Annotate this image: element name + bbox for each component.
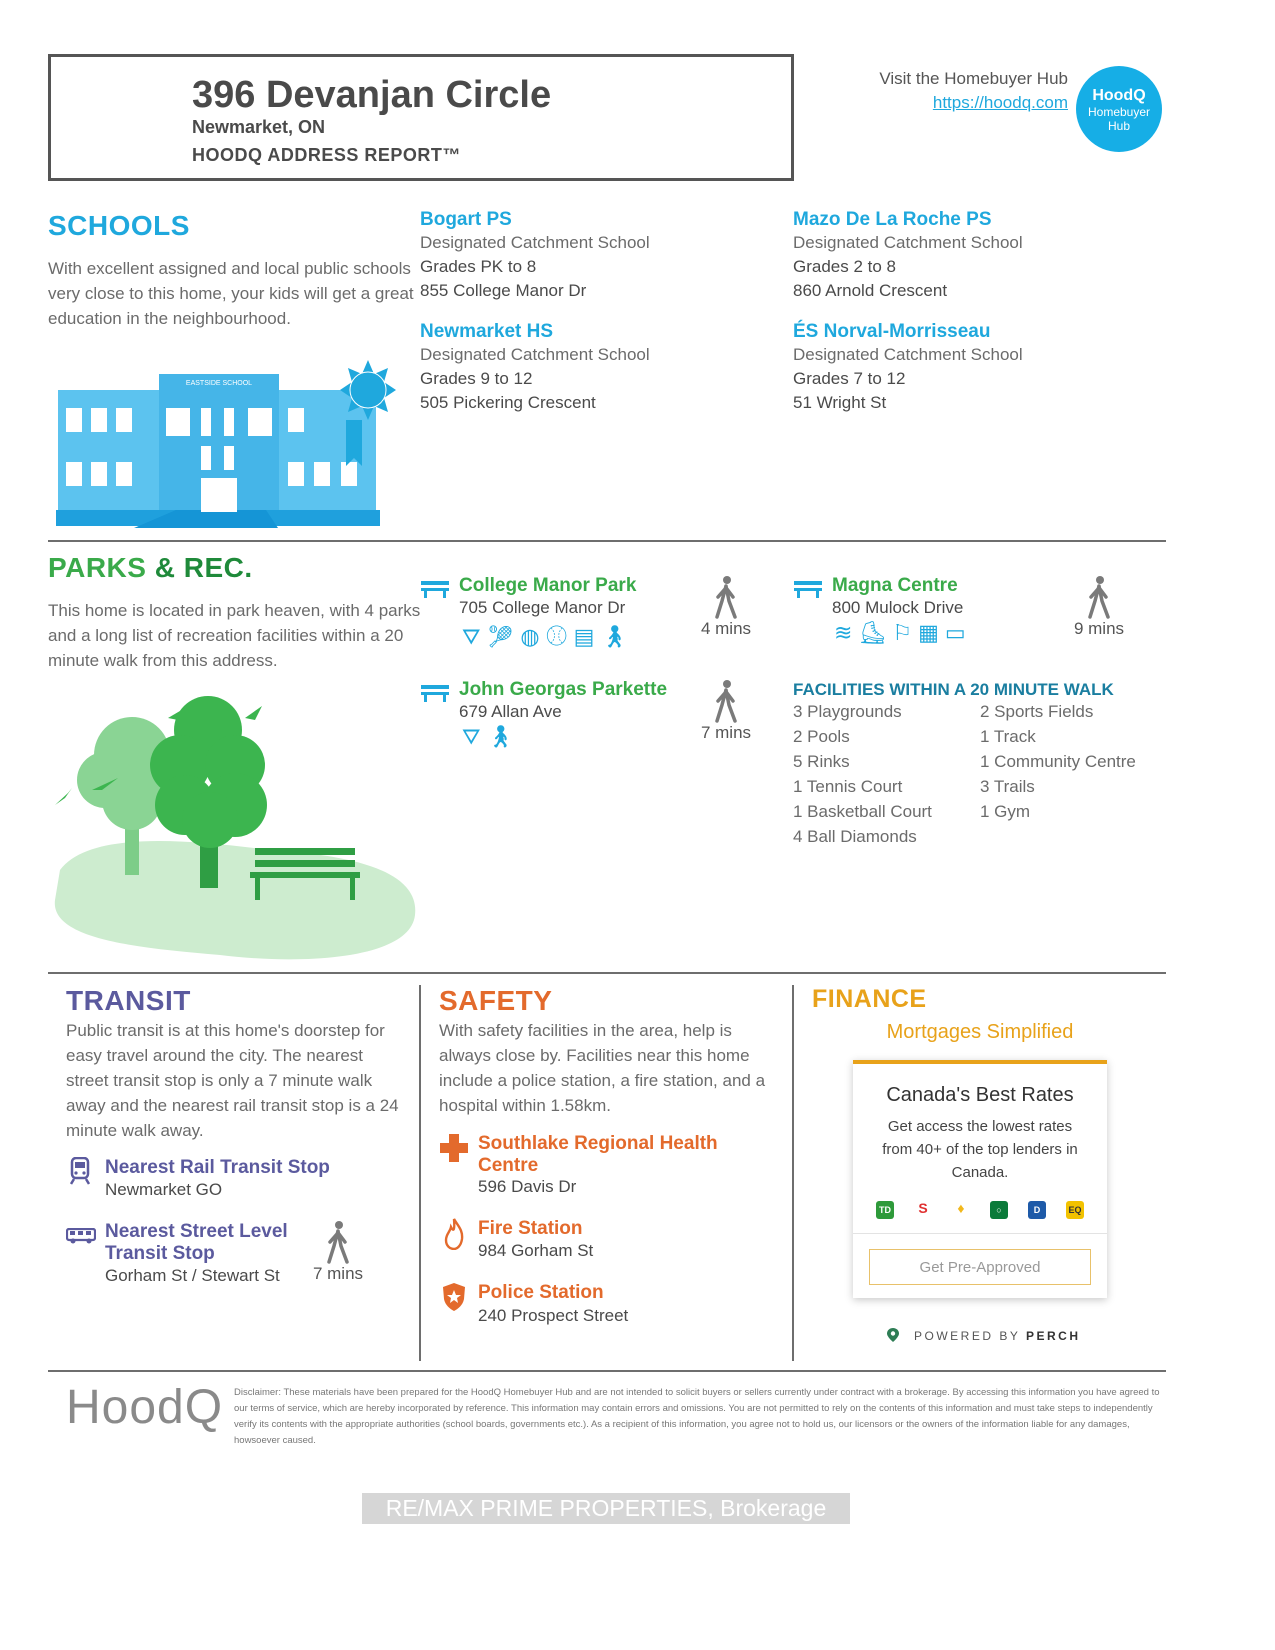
tennis-icon: 🎾︎ — [486, 624, 515, 649]
walk-time: 4 mins — [700, 619, 752, 638]
facility-item: 1 Gym — [980, 802, 1031, 821]
street-stop-title-line1: Nearest Street Level — [105, 1221, 288, 1242]
divider — [48, 972, 1166, 974]
finance-subtitle: Mortgages Simplified — [886, 1021, 1074, 1043]
park-amenities — [462, 724, 520, 750]
walk-time: 7 mins — [700, 723, 752, 742]
schools-title: SCHOOLS — [48, 210, 190, 241]
school-name: Mazo De La Roche PS — [793, 209, 992, 230]
sports-field-icon: ▤ — [573, 624, 595, 649]
police-station-name: Police Station — [478, 1282, 604, 1303]
perch-brand: PERCH — [1025, 1329, 1081, 1343]
safety-title: SAFETY — [439, 985, 553, 1016]
rates-card-title: Canada's Best Rates — [886, 1084, 1074, 1106]
fire-station-address: 984 Gorham St — [478, 1241, 594, 1260]
school-item — [420, 321, 780, 415]
schools-description: With excellent assigned and local public schools very close to this home, your kids will get a great education in the neighbourhood. — [48, 259, 414, 328]
badge-line3: Hub — [1107, 119, 1130, 133]
column-divider — [792, 985, 794, 1361]
walking-icon — [713, 679, 739, 723]
school-grades: Grades 9 to 12 — [420, 369, 533, 388]
park-illustration — [50, 690, 420, 965]
parks-title-rec: & REC. — [154, 552, 253, 583]
bench-icon — [421, 579, 449, 599]
hospital-name — [478, 1133, 718, 1177]
divider — [48, 540, 1166, 542]
badge-line1: HoodQ — [1092, 87, 1146, 104]
brokerage-watermark: RE/MAX PRIME PROPERTIES, Brokerage — [362, 1493, 850, 1524]
school-address: 505 Pickering Crescent — [420, 393, 596, 412]
park-amenities — [462, 620, 634, 651]
street-stop-title-line2: Transit Stop — [105, 1243, 215, 1264]
trail-icon: 🚶︎ — [486, 724, 515, 749]
address-city: Newmarket, ON — [192, 117, 326, 137]
facility-item: 3 Playgrounds — [793, 702, 902, 721]
bus-icon — [66, 1228, 96, 1244]
disclaimer: Disclaimer: These materials have been prepared for the HoodQ Homebuyer Hub and are not intended to solicit buyers or sellers currently under contract with a brokerage. By accessing this information you have agreed to our terms of service, which are hereby incorporated by reference. This information may contain errors and omissions. You are not permitted to rely on the contents of this information and must take steps to independently verify its contents with the appropriate authorities (school boards, governments etc.). As a recipient of this information, you agree not to hold us, our licensors or the owners of the information liable for any damages, howsoever caused. — [234, 1387, 1160, 1446]
facility-item: 1 Basketball Court — [793, 802, 932, 821]
trail-icon: 🚶︎ — [600, 624, 629, 649]
park-amenities — [834, 620, 972, 646]
school-grades: Grades 2 to 8 — [793, 257, 897, 276]
basketball-icon: ◍ — [520, 624, 540, 649]
playground-icon: ⛛ — [462, 724, 481, 749]
school-item — [420, 209, 780, 303]
card-divider — [853, 1233, 1107, 1234]
facility-item: 1 Tennis Court — [793, 777, 903, 796]
school-address: 855 College Manor Dr — [420, 281, 587, 300]
walk-time: 7 mins — [312, 1264, 364, 1283]
powered-by — [914, 1329, 1081, 1343]
school-type: Designated Catchment School — [420, 233, 650, 252]
police-badge-icon — [442, 1282, 466, 1312]
park-address: 705 College Manor Dr — [459, 598, 626, 617]
hub-link[interactable]: https://hoodq.com — [932, 93, 1068, 112]
bench-icon — [794, 579, 822, 599]
rates-card-text: Get access the lowest rates from 40+ of the top lenders in Canada. — [882, 1118, 1078, 1181]
facilities-left — [793, 699, 932, 849]
school-grades: Grades PK to 8 — [420, 257, 537, 276]
school-type: Designated Catchment School — [793, 345, 1023, 364]
perch-pin-icon — [886, 1327, 900, 1343]
school-name: Bogart PS — [420, 209, 512, 230]
column-divider — [419, 985, 421, 1361]
powered-by-label: POWERED BY — [914, 1329, 1021, 1343]
park-address: 679 Allan Ave — [459, 702, 562, 721]
street-stop-name: Gorham St / Stewart St — [105, 1266, 280, 1285]
parks-title — [48, 552, 253, 584]
walking-icon — [713, 575, 739, 619]
badge-line2: Homebuyer — [1087, 105, 1151, 119]
facility-item: 5 Rinks — [793, 752, 850, 771]
bank-logo-icon: TD — [876, 1201, 894, 1219]
park-name: College Manor Park — [459, 575, 637, 596]
bank-logo-icon: S — [918, 1200, 928, 1216]
hospital-name-line1: Southlake Regional Health — [478, 1133, 718, 1154]
facility-item: 4 Ball Diamonds — [793, 827, 917, 846]
facility-item: 2 Pools — [793, 727, 850, 746]
divider — [48, 1370, 1166, 1372]
street-stop-title — [105, 1221, 288, 1265]
school-name: ÉS Norval-Morrisseau — [793, 321, 991, 342]
bank-logo-icon: ○ — [990, 1201, 1008, 1219]
walk-time: 9 mins — [1073, 619, 1125, 638]
finance-title: FINANCE — [812, 985, 927, 1013]
track-icon: ⚐ — [892, 620, 913, 645]
baseball-icon: ⚾︎ — [545, 624, 568, 649]
school-item — [793, 209, 1153, 303]
fire-station-name: Fire Station — [478, 1218, 583, 1239]
community-centre-icon: ▦ — [918, 620, 939, 645]
address-title: 396 Devanjan Circle — [192, 74, 552, 116]
rail-stop-title: Nearest Rail Transit Stop — [105, 1157, 330, 1178]
hospital-name-line2: Centre — [478, 1155, 539, 1176]
bank-logo-icon: EQ — [1066, 1201, 1084, 1219]
school-item — [793, 321, 1153, 415]
hub-text: Visit the Homebuyer Hub — [879, 69, 1068, 88]
school-grades: Grades 7 to 12 — [793, 369, 906, 388]
school-sign: EASTSIDE SCHOOL — [185, 380, 253, 387]
police-station-address: 240 Prospect Street — [478, 1306, 629, 1325]
hoodq-logo: HoodQ — [66, 1381, 224, 1434]
school-type: Designated Catchment School — [793, 233, 1023, 252]
hospital-address: 596 Davis Dr — [478, 1177, 577, 1196]
rail-stop-name: Newmarket GO — [105, 1180, 223, 1199]
safety-description: With safety facilities in the area, help is always close by. Facilities near this home include a police station, a fire station, and a hospital within 1.58km. — [439, 1021, 766, 1115]
report-label: HOODQ ADDRESS REPORT™ — [192, 145, 461, 165]
facility-item: 1 Track — [980, 727, 1036, 746]
fire-icon — [444, 1218, 464, 1250]
bank-logo-icon: D — [1028, 1201, 1046, 1219]
school-name: Newmarket HS — [420, 321, 554, 342]
get-pre-approved-button[interactable]: Get Pre-Approved — [869, 1249, 1091, 1285]
transit-title: TRANSIT — [66, 985, 191, 1016]
school-address: 860 Arnold Crescent — [793, 281, 948, 300]
school-address: 51 Wright St — [793, 393, 887, 412]
facilities-title: FACILITIES WITHIN A 20 MINUTE WALK — [793, 680, 1114, 699]
rates-card — [853, 1060, 1107, 1298]
facility-item: 2 Sports Fields — [980, 702, 1094, 721]
park-name: John Georgas Parkette — [459, 679, 668, 700]
bank-logos — [853, 1199, 1107, 1219]
bench-icon — [421, 683, 449, 703]
hospital-cross-icon — [440, 1134, 468, 1162]
facilities-right — [980, 699, 1136, 824]
parks-description: This home is located in park heaven, with 4 parks and a long list of recreation facilities within a 20 minute walk from this address. — [48, 601, 421, 670]
pool-icon: ≋ — [834, 620, 853, 645]
facility-item: 1 Community Centre — [980, 752, 1136, 771]
walking-icon — [325, 1220, 351, 1264]
parks-title-main: PARKS — [48, 552, 147, 583]
school-type: Designated Catchment School — [420, 345, 650, 364]
bank-logo-icon: ♦ — [957, 1200, 965, 1216]
school-building-illustration — [56, 360, 396, 532]
park-address: 800 Mulock Drive — [832, 598, 964, 617]
rink-icon: ⛸︎ — [858, 620, 887, 645]
playground-icon: ⛛ — [462, 624, 481, 649]
walking-icon — [1086, 575, 1112, 619]
train-icon — [70, 1157, 90, 1185]
park-name: Magna Centre — [832, 575, 958, 596]
bench-icon: ▭ — [944, 620, 966, 645]
facility-item: 3 Trails — [980, 777, 1035, 796]
hub-badge[interactable] — [1076, 66, 1162, 152]
transit-description: Public transit is at this home's doorstep for easy travel around the city. The nearest street transit stop is only a 7 minute walk away and the nearest rail transit stop is a 24 minute walk away. — [66, 1021, 399, 1140]
